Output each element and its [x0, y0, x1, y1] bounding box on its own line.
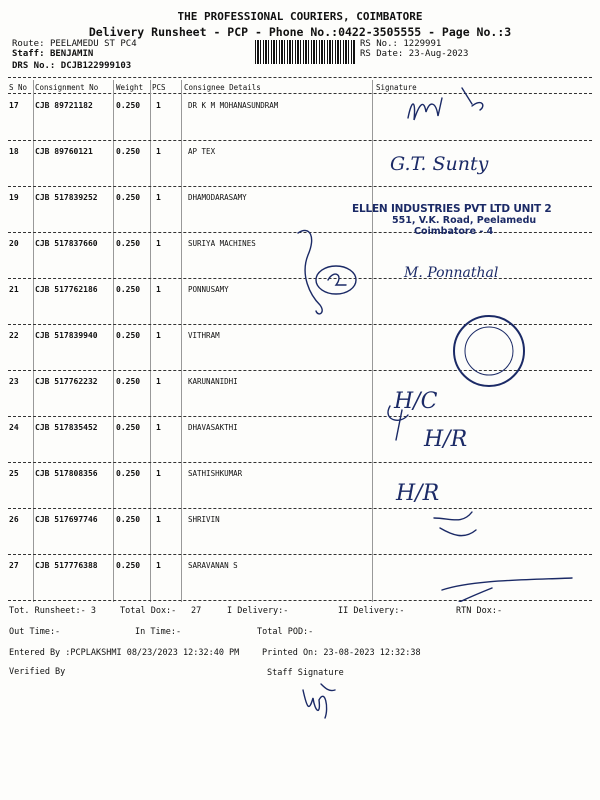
route-line: Route: PEELAMEDU ST PC4 [12, 39, 137, 49]
signature-23: H/C [394, 389, 438, 414]
row-sno: 17 [9, 101, 19, 110]
row-pcs: 1 [156, 101, 161, 110]
row-weight: 0.250 [116, 147, 141, 156]
row-pcs: 1 [156, 147, 161, 156]
row-pcs: 1 [156, 239, 161, 248]
row-weight: 0.250 [116, 331, 141, 340]
row-sno: 26 [9, 515, 19, 524]
staff-signature [295, 678, 345, 723]
total-pod: Total POD:- [257, 627, 314, 637]
runsheet-subtitle: Delivery Runsheet - PCP - Phone No.:0422-3505555 - Page No.:3 [88, 25, 512, 39]
round-seal-inner [465, 327, 513, 375]
row-pcs: 1 [156, 331, 161, 340]
row-consignee: PONNUSAMY [188, 285, 229, 294]
row-consignment: CJB 517839940 [35, 331, 98, 340]
barcode [255, 40, 355, 64]
stamp-line-3: Coimbatore - 4 [414, 226, 494, 237]
row-consignee: SURIYA MACHINES [188, 239, 256, 248]
col-weight: Weight [116, 83, 144, 92]
row-sno: 22 [9, 331, 19, 340]
row-sno: 18 [9, 147, 19, 156]
rs-date-value: 23-Aug-2023 [408, 49, 469, 59]
out-time: Out Time:- [9, 627, 61, 637]
row-consignment: CJB 517839252 [35, 193, 98, 202]
rs-no-line: RS No.: 1229991 [360, 39, 442, 49]
row-sno: 27 [9, 561, 19, 570]
entered-by: Entered By :PCPLAKSHMI 08/23/2023 12:32:40 PM [9, 648, 240, 658]
col-sno: S No [9, 83, 28, 92]
row-consignee: AP TEX [188, 147, 216, 156]
col-consignee: Consignee Details [184, 83, 261, 92]
col-consignment: Consignment No [35, 83, 99, 92]
stamp-line-1: ELLEN INDUSTRIES PVT LTD UNIT 2 [352, 203, 552, 215]
col-pcs: PCS [152, 83, 166, 92]
total-dox-label: Total Dox:- [120, 606, 177, 616]
row-weight: 0.250 [116, 469, 141, 478]
verified-by: Verified By [9, 667, 66, 677]
row-consignment: CJB 517776388 [35, 561, 98, 570]
row-consignee: KARUNANIDHI [188, 377, 238, 386]
signature-strokes [372, 80, 600, 602]
signature-26 [434, 512, 476, 536]
drs-line: DRS No.: DCJB122999103 [12, 61, 132, 71]
row-consignment: CJB 517837660 [35, 239, 98, 248]
row-sno: 20 [9, 239, 19, 248]
signature-27 [412, 578, 572, 602]
ii-delivery: II Delivery:- [338, 606, 405, 616]
row-sno: 19 [9, 193, 19, 202]
row-consignment: CJB 89760121 [35, 147, 93, 156]
row-consignment: CJB 517835452 [35, 423, 98, 432]
row-sno: 21 [9, 285, 19, 294]
total-dox-value: 27 [191, 606, 202, 616]
row-consignee: SARAVANAN S [188, 561, 238, 570]
row-sno: 25 [9, 469, 19, 478]
row-sno: 24 [9, 423, 19, 432]
rs-no-value: 1229991 [403, 39, 442, 49]
row-weight: 0.250 [116, 101, 141, 110]
staff-line: Staff: BENJAMIN [12, 49, 94, 59]
row-consignee: DHAMODARASAMY [188, 193, 247, 202]
row-weight: 0.250 [116, 423, 141, 432]
row-consignment: CJB 517808356 [35, 469, 98, 478]
row-consignment: CJB 89721182 [35, 101, 93, 110]
row-consignee: SHRIVIN [188, 515, 220, 524]
row-consignee: DHAVASAKTHI [188, 423, 238, 432]
company-title: THE PROFESSIONAL COURIERS, COIMBATORE [177, 10, 423, 23]
row-consignee: DR K M MOHANASUNDRAM [188, 101, 279, 110]
row-sno: 23 [9, 377, 19, 386]
row-pcs: 1 [156, 193, 161, 202]
printed-on: Printed On: 23-08-2023 12:32:38 [262, 648, 421, 658]
row-pcs: 1 [156, 285, 161, 294]
rtn-dox: RTN Dox:- [456, 606, 503, 616]
row-pcs: 1 [156, 377, 161, 386]
i-delivery: I Delivery:- [227, 606, 289, 616]
row-weight: 0.250 [116, 515, 141, 524]
divider [8, 77, 592, 78]
in-time: In Time:- [135, 627, 182, 637]
col-signature: Signature [376, 83, 417, 92]
row-consignment: CJB 517762232 [35, 377, 98, 386]
company-stamp [352, 203, 572, 237]
staff-value: BENJAMIN [49, 49, 94, 59]
stamp-line-2: 551, V.K. Road, Peelamedu [392, 215, 537, 226]
signature-17 [408, 98, 442, 120]
signature-25: H/R [396, 481, 440, 506]
row-weight: 0.250 [116, 239, 141, 248]
row-weight: 0.250 [116, 193, 141, 202]
row-weight: 0.250 [116, 561, 141, 570]
tot-runsheet: Tot. Runsheet:- 3 [9, 606, 96, 616]
signature-21: M. Ponnathal [404, 265, 499, 281]
row-pcs: 1 [156, 561, 161, 570]
drs-value: DCJB122999103 [60, 61, 132, 71]
row-consignee: SATHISHKUMAR [188, 469, 243, 478]
row-pcs: 1 [156, 515, 161, 524]
row-weight: 0.250 [116, 285, 141, 294]
signature-20 [290, 225, 370, 325]
staff-signature-label: Staff Signature [267, 668, 344, 678]
row-pcs: 1 [156, 423, 161, 432]
row-consignment: CJB 517697746 [35, 515, 98, 524]
row-consignee: VITHRAM [188, 331, 220, 340]
route-value: PEELAMEDU ST PC4 [49, 39, 137, 49]
signature-18: G.T. Sunty [390, 153, 489, 175]
row-weight: 0.250 [116, 377, 141, 386]
row-pcs: 1 [156, 469, 161, 478]
signature-24: H/R [424, 427, 468, 452]
row-consignment: CJB 517762186 [35, 285, 98, 294]
rs-date-line: RS Date: 23-Aug-2023 [360, 49, 469, 59]
